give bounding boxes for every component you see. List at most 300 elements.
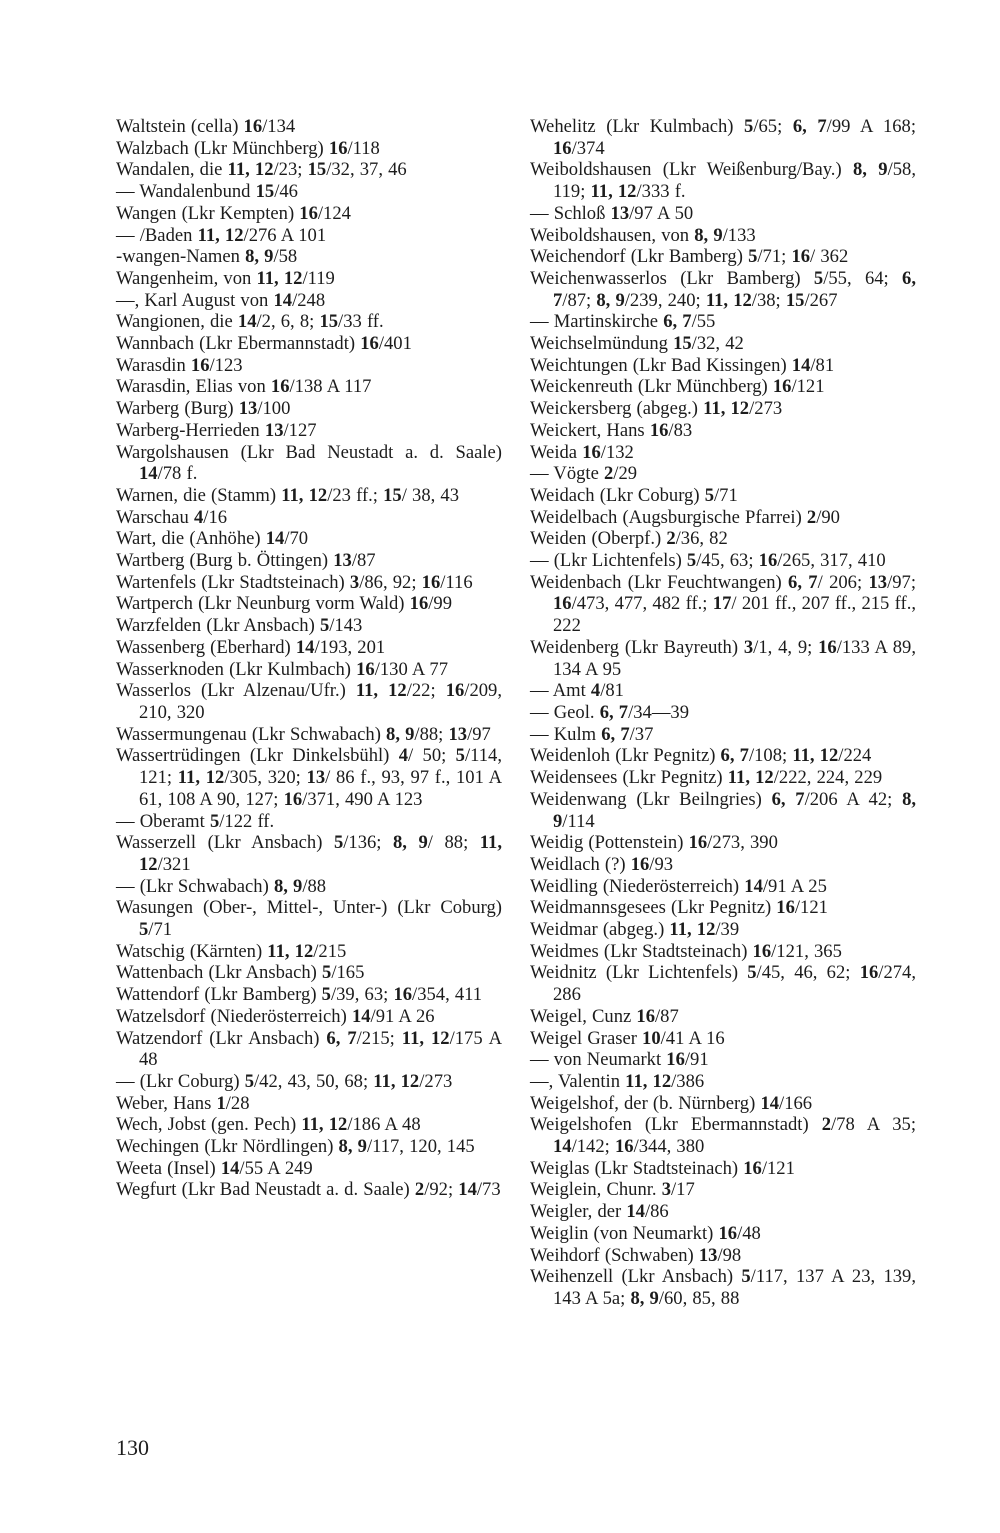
volume-ref: 11, 12 — [227, 159, 274, 181]
index-entry — [116, 246, 502, 268]
entry-text: /273 — [749, 398, 783, 420]
volume-ref: 8, 9 — [694, 224, 723, 246]
index-entry — [116, 593, 502, 615]
index-entry — [116, 550, 502, 572]
entry-text: /81 — [810, 354, 835, 376]
entry-text: /60, 85, 88 — [658, 1287, 740, 1309]
entry-text: /215; — [356, 1027, 402, 1049]
index-entry — [530, 246, 916, 268]
entry-text: /333 f. — [636, 181, 686, 203]
entry-text: /117, 120, 145 — [366, 1136, 475, 1158]
index-entry — [116, 203, 502, 225]
entry-text: /87; — [562, 289, 597, 311]
entry-text: /70 — [284, 528, 309, 550]
entry-text: Weeta (Insel) — [116, 1157, 221, 1179]
index-entry — [530, 442, 916, 464]
volume-ref: 11, 12 — [625, 1070, 672, 1092]
entry-text: /122 ff. — [219, 810, 275, 832]
entry-text: Weickenreuth (Lkr Münchberg) — [530, 376, 773, 398]
volume-ref: 14 — [744, 875, 763, 897]
entry-text: /91 A 25 — [762, 875, 827, 897]
volume-ref: 11, 12 — [301, 1114, 348, 1136]
volume-ref: 5 — [321, 984, 331, 1006]
entry-text: Wart, die (Anhöhe) — [116, 528, 266, 550]
entry-text: /116 — [440, 571, 473, 593]
volume-ref: 16 — [360, 333, 379, 355]
volume-ref: 3 — [661, 1179, 672, 1201]
entry-text: /371, 490 A 123 — [302, 788, 423, 810]
index-entry — [116, 311, 502, 333]
entry-text: /100 — [257, 398, 291, 420]
volume-ref: 11, 12 — [197, 224, 244, 246]
volume-ref: 2 — [806, 506, 817, 528]
volume-ref: 8, 9 — [553, 788, 917, 832]
index-entry — [116, 290, 502, 312]
index-entry — [530, 1266, 916, 1309]
index-entry — [116, 333, 502, 355]
entry-text: Weichendorf (Lkr Bamberg) — [530, 246, 749, 268]
volume-ref: 16 — [688, 832, 708, 854]
entry-text: Weichtungen (Lkr Bad Kissingen) — [530, 354, 792, 376]
entry-text: /55 A 249 — [239, 1157, 313, 1179]
volume-ref: 8, 9 — [596, 289, 625, 311]
volume-ref: 14 — [760, 1092, 780, 1114]
index-entry — [530, 376, 916, 398]
volume-ref: 11, 12 — [669, 919, 716, 941]
volume-ref: 4 — [398, 745, 409, 767]
entry-text: /39 — [715, 919, 740, 941]
volume-ref: 13 — [868, 571, 888, 593]
index-column-right — [530, 116, 916, 1310]
entry-text: /81 — [600, 680, 624, 702]
volume-ref: 16 — [582, 441, 601, 463]
entry-text: /88 — [302, 875, 327, 897]
entry-text: Weidensees (Lkr Pegnitz) — [530, 767, 728, 789]
entry-text: /71 — [148, 919, 173, 941]
index-entry — [530, 789, 916, 832]
volume-ref: 16 — [243, 116, 263, 137]
entry-text: — (Lkr Schwabach) — [116, 875, 274, 897]
index-entry — [116, 1006, 502, 1028]
volume-ref: 13 — [264, 419, 284, 441]
index-entry — [116, 984, 502, 1006]
entry-text: /16 — [203, 506, 228, 528]
volume-ref: 5 — [744, 116, 754, 137]
entry-text: / 86 f., 93, 97 f., 101 A 61, 108 A 90, 127; — [139, 767, 502, 810]
index-entry — [530, 1093, 916, 1115]
volume-ref: 11, 12 — [792, 745, 839, 767]
entry-text: — von Neumarkt — [530, 1049, 667, 1071]
index-entry — [116, 659, 502, 681]
entry-text: Watschig (Kärnten) — [116, 940, 268, 962]
entry-text: Wehelitz (Lkr Kulmbach) — [530, 116, 745, 137]
entry-text: / 88; — [427, 832, 480, 854]
entry-text: Weber, Hans — [116, 1092, 217, 1114]
entry-text: Weigelshof, der (b. Nürnberg) — [530, 1092, 761, 1114]
entry-text: /274, 286 — [553, 962, 916, 1006]
volume-ref: 8, 9 — [393, 832, 428, 854]
index-entry — [116, 745, 502, 810]
index-entry — [530, 159, 916, 202]
entry-text: /136; — [343, 832, 393, 854]
entry-text: /193, 201 — [314, 636, 386, 658]
entry-text: / 362 — [810, 246, 849, 268]
volume-ref: 5 — [686, 550, 697, 572]
entry-text: /23 ff.; — [327, 484, 384, 506]
volume-ref: 8, 9 — [630, 1287, 659, 1309]
entry-text: — (Lkr Lichtenfels) — [530, 550, 687, 572]
index-entry — [530, 1223, 916, 1245]
volume-ref: 5 — [319, 615, 330, 637]
entry-text: /473, 477, 482 ff.; — [571, 593, 713, 615]
entry-text: Warberg-Herrieden — [116, 419, 265, 441]
volume-ref: 17 — [712, 593, 732, 615]
index-entry — [530, 463, 916, 485]
volume-ref: 14 — [626, 1201, 645, 1223]
index-entry — [116, 962, 502, 984]
volume-ref: 5 — [139, 919, 149, 941]
index-entry — [530, 637, 916, 680]
entry-text: /133 A 89, 134 A 95 — [553, 636, 916, 680]
index-entry — [530, 680, 916, 702]
entry-text: /108; — [748, 745, 793, 767]
index-entry — [530, 876, 916, 898]
entry-text: /45, 46, 62; — [756, 962, 860, 984]
index-entry — [530, 572, 916, 637]
entry-text: /276 A 101 — [243, 224, 327, 246]
volume-ref: 11, 12 — [177, 767, 225, 789]
entry-text: Wattenbach (Lkr Ansbach) — [116, 962, 323, 984]
entry-text: /354, 411 — [412, 984, 483, 1006]
entry-text: /97 A 50 — [629, 202, 694, 224]
volume-ref: 16 — [666, 1049, 685, 1071]
entry-text: /222, 224, 229 — [773, 767, 883, 789]
volume-ref: 4 — [194, 506, 204, 528]
volume-ref: 3 — [349, 571, 360, 593]
entry-text: /118 — [347, 137, 380, 159]
volume-ref: 3 — [743, 636, 754, 658]
index-entry — [116, 941, 502, 963]
entry-text: /132 — [600, 441, 634, 463]
volume-ref: 16 — [752, 940, 772, 962]
entry-text: -wangen-Namen — [116, 246, 246, 268]
index-entry — [530, 420, 916, 442]
entry-text: Wechingen (Lkr Nördlingen) — [116, 1136, 339, 1158]
entry-text: /28 — [225, 1092, 250, 1114]
volume-ref: 16 — [445, 680, 465, 702]
entry-text: /374 — [571, 137, 605, 159]
index-entry — [530, 745, 916, 767]
volume-ref: 15 — [319, 311, 339, 333]
entry-text: /114 — [562, 810, 595, 832]
entry-text: Weichselmündung — [530, 333, 674, 355]
entry-text: /88; — [414, 723, 449, 745]
entry-text: Warasdin, Elias von — [116, 376, 271, 398]
entry-text: /78 A 35; — [830, 1114, 916, 1136]
volume-ref: 2 — [604, 463, 614, 485]
volume-ref: 15 — [255, 181, 275, 203]
index-entry — [530, 941, 916, 963]
volume-ref: 16 — [859, 962, 879, 984]
entry-text: /42, 43, 50, 68; — [254, 1070, 374, 1092]
entry-text: /99 A 168; — [826, 116, 917, 137]
entry-text: /17 — [671, 1179, 695, 1201]
volume-ref: 15 — [307, 159, 327, 181]
volume-ref: 5 — [704, 484, 714, 506]
entry-text: Wartenfels (Lkr Stadtsteinach) — [116, 571, 350, 593]
entry-text: Warnen, die (Stamm) — [116, 484, 282, 506]
entry-text: /33 ff. — [338, 311, 384, 333]
volume-ref: 8, 9 — [852, 159, 888, 181]
volume-ref: 2 — [821, 1114, 831, 1136]
entry-text: /29 — [613, 463, 638, 485]
volume-ref: 15 — [383, 484, 402, 506]
entry-text: /386 — [671, 1070, 705, 1092]
index-entry — [530, 1114, 916, 1157]
entry-text: /46 — [274, 181, 298, 203]
entry-text: Wannbach (Lkr Ebermannstadt) — [116, 333, 361, 355]
entry-text: Weidmes (Lkr Stadtsteinach) — [530, 940, 753, 962]
entry-text: /98 — [717, 1244, 742, 1266]
entry-text: /92; — [424, 1179, 459, 1201]
entry-text: Weigelshofen (Lkr Ebermannstadt) — [530, 1114, 822, 1136]
entry-text: — Geol. — [530, 701, 600, 723]
entry-text: /321 — [157, 853, 191, 875]
entry-text: /32, 37, 46 — [326, 159, 407, 181]
entry-text: / 38, 43 — [401, 484, 460, 506]
entry-text: /65; — [753, 116, 793, 137]
volume-ref: 13 — [448, 723, 468, 745]
entry-text: /58 — [273, 246, 298, 268]
index-entry — [116, 1179, 502, 1201]
volume-ref: 16 — [630, 853, 650, 875]
volume-ref: 16 — [553, 593, 572, 615]
entry-text: Weigel Graser — [530, 1027, 643, 1049]
index-entry — [530, 897, 916, 919]
index-entry — [116, 355, 502, 377]
volume-ref: 8, 9 — [338, 1136, 367, 1158]
entry-text: /401 — [378, 333, 412, 355]
entry-text: Weiglein, Chunr. — [530, 1179, 662, 1201]
volume-ref: 8, 9 — [245, 246, 274, 268]
volume-ref: 6, 7 — [599, 701, 629, 723]
volume-ref: 16 — [772, 376, 792, 398]
entry-text: Weiglin (von Neumarkt) — [530, 1222, 719, 1244]
entry-text: Weidig (Pottenstein) — [530, 832, 689, 854]
entry-text: /273 — [419, 1070, 453, 1092]
entry-text: Weidmar (abgeg.) — [530, 919, 670, 941]
entry-text: /1, 4, 9; — [753, 636, 819, 658]
index-entry — [116, 528, 502, 550]
entry-text: Walzbach (Lkr Münchberg) — [116, 137, 329, 159]
volume-ref: 13 — [698, 1244, 718, 1266]
entry-text: /239, 240; — [624, 289, 706, 311]
volume-ref: 13 — [610, 202, 630, 224]
entry-text: Wasserzell (Lkr Ansbach) — [116, 832, 334, 854]
index-entry — [116, 897, 502, 940]
volume-ref: 11, 12 — [281, 484, 328, 506]
entry-text: /127 — [283, 419, 317, 441]
volume-ref: 16 — [356, 658, 375, 680]
volume-ref: 14 — [351, 1005, 371, 1027]
index-entry — [116, 485, 502, 507]
volume-ref: 15 — [785, 289, 805, 311]
index-entry — [116, 181, 502, 203]
volume-ref: 11, 12 — [256, 267, 303, 289]
index-entry — [530, 311, 916, 333]
entry-text: Wasungen (Ober-, Mittel-, Unter-) (Lkr Coburg) — [116, 897, 502, 919]
entry-text: Wassertrüdingen (Lkr Dinkelsbühl) — [116, 745, 399, 767]
entry-text: /121 — [761, 1157, 795, 1179]
volume-ref: 14 — [791, 354, 811, 376]
volume-ref: 5 — [333, 832, 344, 854]
volume-ref: 6, 7 — [601, 723, 630, 745]
volume-ref: 5 — [747, 962, 757, 984]
entry-text: /209, 210, 320 — [139, 680, 503, 723]
entry-text: Weidenberg (Lkr Bayreuth) — [530, 636, 744, 658]
volume-ref: 6, 7 — [663, 311, 692, 333]
volume-ref: 6, 7 — [553, 267, 916, 311]
entry-text: Watzendorf (Lkr Ansbach) — [116, 1027, 327, 1049]
entry-text: Warzfelden (Lkr Ansbach) — [116, 615, 320, 637]
index-entry — [530, 225, 916, 247]
index-entry — [530, 724, 916, 746]
entry-text: Watzelsdorf (Niederösterreich) — [116, 1005, 352, 1027]
index-column-left — [116, 116, 502, 1201]
entry-text: Warasdin — [116, 354, 191, 376]
index-entry — [530, 767, 916, 789]
entry-text: Weiboldshausen (Lkr Weißenburg/Bay.) — [530, 159, 853, 181]
entry-text: — Vögte — [530, 463, 604, 485]
volume-ref: 6, 7 — [720, 745, 749, 767]
entry-text: /273, 390 — [707, 832, 778, 854]
entry-text: /121 — [791, 376, 825, 398]
entry-text: /87 — [351, 550, 376, 572]
entry-text: — Oberamt — [116, 810, 210, 832]
volume-ref: 5 — [813, 267, 824, 289]
index-entry — [116, 507, 502, 529]
entry-text: /90 — [816, 506, 840, 528]
index-entry — [530, 507, 916, 529]
entry-text: /34—39 — [628, 701, 690, 723]
volume-ref: 8, 9 — [386, 723, 415, 745]
volume-ref: 5 — [455, 745, 465, 767]
volume-ref: 14 — [237, 311, 257, 333]
entry-text: / 50; — [408, 745, 456, 767]
index-entry — [530, 333, 916, 355]
index-entry — [116, 376, 502, 398]
index-entry — [530, 355, 916, 377]
entry-text: /166 — [779, 1092, 813, 1114]
volume-ref: 16 — [553, 137, 572, 159]
volume-ref: 16 — [758, 550, 778, 572]
entry-text: /37 — [629, 723, 654, 745]
index-entry — [530, 398, 916, 420]
entry-text: /41 A 16 — [660, 1027, 725, 1049]
entry-text: /117, 137 A 23, 139, 143 A 5a; — [553, 1266, 916, 1309]
volume-ref: 11, 12 — [590, 181, 637, 203]
index-entry — [530, 962, 916, 1005]
entry-text: — Wandalenbund — [116, 181, 256, 203]
entry-text: Wangen (Lkr Kempten) — [116, 202, 300, 224]
entry-text: /91 A 26 — [370, 1005, 435, 1027]
entry-text: Weidlach (?) — [530, 853, 631, 875]
entry-text: Weidach (Lkr Coburg) — [530, 484, 705, 506]
entry-text: —, Karl August von — [116, 289, 274, 311]
entry-text: /206 A 42; — [804, 788, 903, 810]
entry-text: /124 — [317, 202, 351, 224]
index-entry — [530, 203, 916, 225]
index-entry — [530, 116, 916, 159]
entry-text: Weidenloh (Lkr Pegnitz) — [530, 745, 721, 767]
volume-ref: 16 — [614, 1136, 634, 1158]
entry-text: — Amt — [530, 680, 591, 702]
volume-ref: 8, 9 — [273, 875, 303, 897]
entry-text: Wasserknoden (Lkr Kulmbach) — [116, 658, 357, 680]
volume-ref: 14 — [553, 1136, 572, 1158]
volume-ref: 11, 12 — [727, 767, 774, 789]
index-entry — [530, 1245, 916, 1267]
entry-text: / 201 ff., 207 ff., 215 ff., 222 — [553, 593, 916, 637]
volume-ref: 16 — [791, 246, 811, 268]
entry-text: Weidnitz (Lkr Lichtenfels) — [530, 962, 748, 984]
volume-ref: 16 — [649, 419, 669, 441]
entry-text: Weickert, Hans — [530, 419, 650, 441]
index-entry — [116, 724, 502, 746]
entry-text: /55, 64; — [823, 267, 903, 289]
page-number: 130 — [116, 1435, 149, 1460]
entry-text: /55 — [691, 311, 716, 333]
volume-ref: 14 — [139, 463, 158, 485]
index-entry — [116, 1158, 502, 1180]
index-entry — [530, 1179, 916, 1201]
volume-ref: 15 — [673, 333, 692, 355]
entry-text: /32, 42 — [691, 333, 744, 355]
index-entry — [530, 268, 916, 311]
volume-ref: 11, 12 — [703, 398, 750, 420]
entry-text: /215 — [313, 940, 347, 962]
index-entry — [530, 550, 916, 572]
index-entry — [116, 811, 502, 833]
entry-text: Wasserlos (Lkr Alzenau/Ufr.) — [116, 680, 356, 702]
volume-ref: 16 — [270, 376, 290, 398]
index-entry — [530, 1158, 916, 1180]
entry-text: /48 — [737, 1222, 761, 1244]
index-entry — [530, 1028, 916, 1050]
volume-ref: 14 — [220, 1157, 240, 1179]
index-entry — [116, 1136, 502, 1158]
index-entry — [116, 398, 502, 420]
volume-ref: 5 — [322, 962, 332, 984]
index-entry — [116, 116, 502, 138]
index-entry — [530, 854, 916, 876]
volume-ref: 1 — [216, 1092, 226, 1114]
entry-text: Weidmannsgesees (Lkr Pegnitz) — [530, 897, 777, 919]
entry-text: /45, 63; — [696, 550, 759, 572]
entry-text: /114, 121; — [139, 745, 502, 789]
index-entry — [530, 1006, 916, 1028]
volume-ref: 16 — [743, 1157, 762, 1179]
index-entry — [116, 1071, 502, 1093]
entry-text: /123 — [209, 354, 243, 376]
entry-text: Weida — [530, 441, 583, 463]
index-entry — [116, 1114, 502, 1136]
entry-text: /142; — [571, 1136, 615, 1158]
volume-ref: 14 — [295, 636, 315, 658]
entry-text: Wartperch (Lkr Neunburg vorm Wald) — [116, 593, 410, 615]
index-entry — [116, 572, 502, 594]
volume-ref: 11, 12 — [355, 680, 407, 702]
